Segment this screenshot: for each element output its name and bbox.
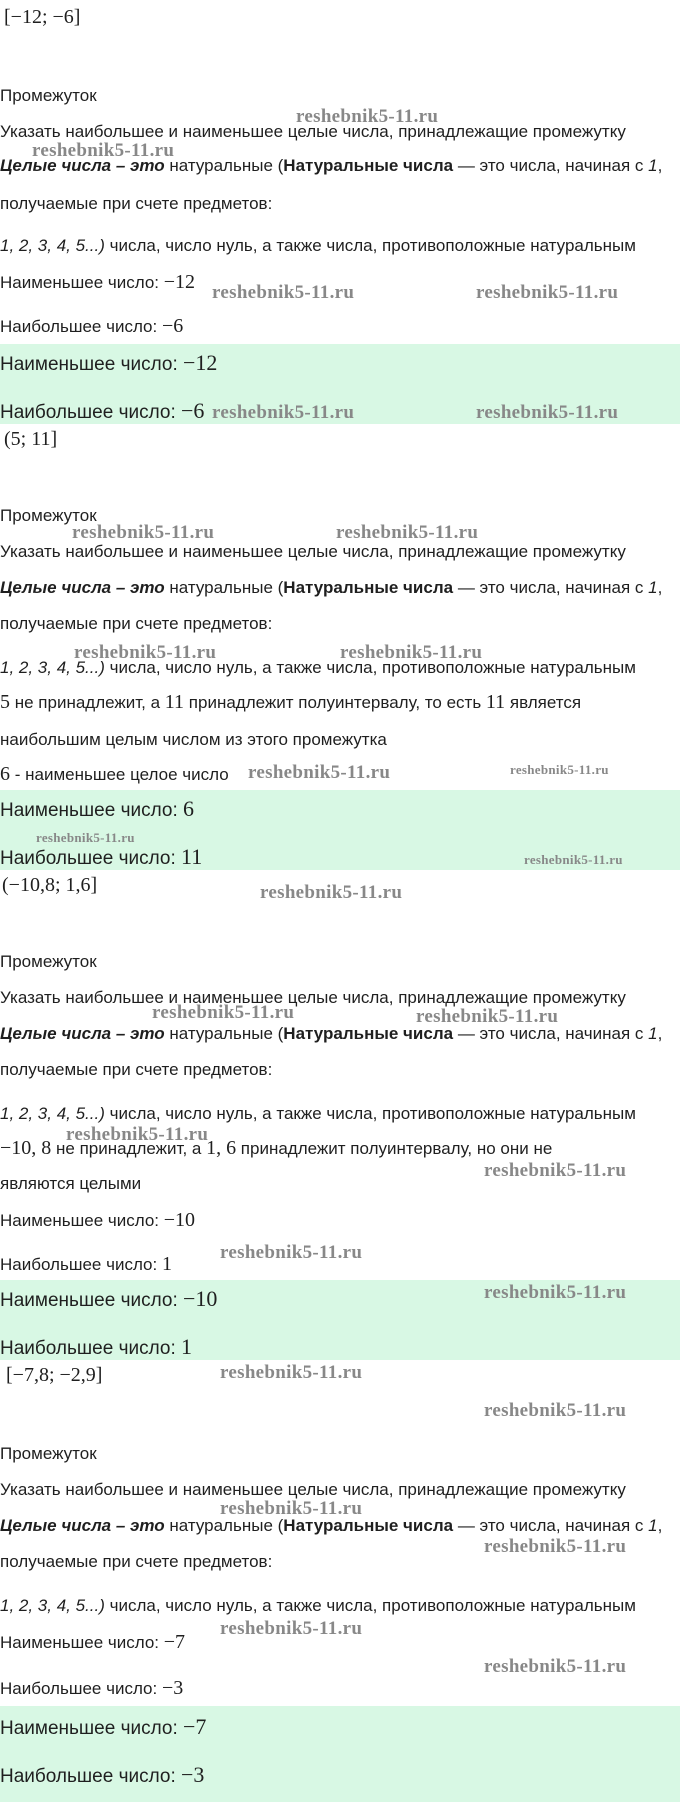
note-value: 6 [0, 763, 10, 785]
watermark: reshebnik5-11.ru [36, 830, 135, 845]
def-term: Целые числа – это [0, 156, 165, 175]
watermark: reshebnik5-11.ru [484, 1160, 627, 1181]
watermark: reshebnik5-11.ru [248, 762, 391, 783]
note-text: принадлежит полуинтервалу, то есть [184, 693, 486, 712]
section-1-def-line2: получаемые при счете предметов: [0, 194, 273, 213]
def-one: 1 [648, 156, 658, 175]
note-text: является [505, 693, 582, 712]
max-label: Наибольшее число: [0, 848, 182, 869]
section-1-header: Промежуток [0, 86, 97, 105]
watermark: reshebnik5-11.ru [484, 1282, 627, 1303]
min-value: −7 [163, 1631, 186, 1653]
def-seq: 1, 2, 3, 4, 5...) [0, 1104, 105, 1123]
def-line3-tail: числа, число нуль, а также числа, противоположные натуральным [104, 658, 636, 677]
note-value: 11 [164, 691, 185, 713]
watermark: reshebnik5-11.ru [220, 1242, 363, 1263]
section-2-note-line3 [0, 762, 229, 787]
def-comma: , [657, 578, 663, 597]
max-value: 11 [181, 844, 203, 869]
note-text: - наименьшее целое число [10, 765, 229, 784]
watermark: reshebnik5-11.ru [220, 1498, 363, 1519]
section-1-min [0, 270, 195, 295]
watermark: reshebnik5-11.ru [74, 642, 217, 663]
min-value: −12 [183, 350, 218, 375]
def-mid: натуральные ( [164, 156, 284, 175]
def-seq: 1, 2, 3, 4, 5...) [0, 236, 105, 255]
section-1-def-line3 [0, 234, 636, 258]
min-value: −10 [163, 1209, 196, 1231]
watermark: reshebnik5-11.ru [152, 1002, 295, 1023]
max-label: Наибольшее число: [0, 1766, 182, 1787]
min-label: Наименьшее число: [0, 1290, 184, 1311]
def-mid: натуральные ( [164, 578, 284, 597]
answer-1-min [0, 350, 217, 378]
watermark: reshebnik5-11.ru [476, 282, 619, 303]
def-seq: 1, 2, 3, 4, 5...) [0, 1596, 105, 1615]
section-2-note-line2: наибольшим целым числом из этого промежутка [0, 730, 387, 749]
watermark: reshebnik5-11.ru [510, 762, 609, 777]
max-value: −3 [181, 1762, 205, 1787]
note-value: 5 [0, 691, 10, 713]
interval-3: (−10,8; 1,6] [2, 874, 98, 896]
max-value: −6 [161, 315, 184, 337]
note-value: 1, 6 [206, 1137, 237, 1159]
watermark: reshebnik5-11.ru [72, 522, 215, 543]
answer-4-max [0, 1762, 204, 1790]
def-nat: Натуральные числа [283, 578, 454, 597]
min-label: Наименьшее число: [0, 800, 184, 821]
def-term: Целые числа – это [0, 578, 165, 597]
def-tail: — это числа, начиная с [453, 156, 649, 175]
min-label: Наименьшее число: [0, 1718, 184, 1739]
min-value: −12 [163, 271, 196, 293]
watermark: reshebnik5-11.ru [524, 852, 623, 867]
def-one: 1 [648, 578, 658, 597]
min-label: Наименьшее число: [0, 354, 184, 375]
def-nat: Натуральные числа [283, 156, 454, 175]
def-term: Целые числа – это [0, 1024, 165, 1043]
section-2-header: Промежуток [0, 506, 97, 525]
section-4-min [0, 1630, 185, 1655]
section-3-note-line2: являются целыми [0, 1174, 142, 1193]
section-2-def-line2: получаемые при счете предметов: [0, 614, 273, 633]
watermark: reshebnik5-11.ru [296, 106, 439, 127]
watermark: reshebnik5-11.ru [220, 1618, 363, 1639]
section-4-header: Промежуток [0, 1444, 97, 1463]
section-3-min [0, 1208, 195, 1233]
section-2-task: Указать наибольшее и наименьшее целые числа, принадлежащие промежутку [0, 542, 626, 561]
answer-3-min [0, 1286, 217, 1314]
note-text: принадлежит полуинтервалу, но они не [236, 1139, 553, 1158]
max-value: 1 [161, 1253, 172, 1275]
section-4-max [0, 1676, 183, 1701]
max-label: Наибольшее число: [0, 1679, 162, 1698]
answer-4-min [0, 1714, 206, 1742]
section-2-definition [0, 576, 662, 600]
min-value: −10 [183, 1286, 218, 1311]
watermark: reshebnik5-11.ru [32, 140, 175, 161]
section-1-task: Указать наибольшее и наименьшее целые числа, принадлежащие промежутку [0, 122, 626, 141]
def-line3-tail: числа, число нуль, а также числа, противоположные натуральным [104, 1596, 636, 1615]
section-4-def-line2: получаемые при счете предметов: [0, 1552, 273, 1571]
interval-2: (5; 11] [4, 428, 58, 450]
def-mid: натуральные ( [164, 1516, 284, 1535]
def-line3-tail: числа, число нуль, а также числа, противоположные натуральным [104, 1104, 636, 1123]
min-value: −7 [183, 1714, 207, 1739]
interval-1: [−12; −6] [4, 6, 81, 28]
def-comma: , [657, 156, 663, 175]
def-one: 1 [648, 1024, 658, 1043]
max-label: Наибольшее число: [0, 317, 162, 336]
def-tail: — это числа, начиная с [453, 1024, 649, 1043]
def-comma: , [657, 1024, 663, 1043]
section-3-header: Промежуток [0, 952, 97, 971]
watermark: reshebnik5-11.ru [484, 1536, 627, 1557]
note-value: 11 [485, 691, 506, 713]
section-2-note-line1 [0, 690, 581, 715]
max-value: 1 [181, 1334, 193, 1359]
watermark: reshebnik5-11.ru [212, 282, 355, 303]
answer-2-max [0, 844, 202, 872]
section-4-def-line3 [0, 1594, 636, 1618]
answer-2-min [0, 796, 194, 824]
section-3-max [0, 1252, 172, 1277]
def-seq: 1, 2, 3, 4, 5...) [0, 658, 105, 677]
min-label: Наименьшее число: [0, 1211, 164, 1230]
note-text: не принадлежит, а [51, 1139, 207, 1158]
watermark: reshebnik5-11.ru [484, 1400, 627, 1421]
def-line3-tail: числа, число нуль, а также числа, противоположные натуральным [104, 236, 636, 255]
section-3-def-line2: получаемые при счете предметов: [0, 1060, 273, 1079]
note-text: не принадлежит, а [10, 693, 165, 712]
section-3-task: Указать наибольшее и наименьшее целые числа, принадлежащие промежутку [0, 988, 626, 1007]
def-tail: — это числа, начиная с [453, 578, 649, 597]
watermark: reshebnik5-11.ru [476, 402, 619, 423]
watermark: reshebnik5-11.ru [340, 642, 483, 663]
max-label: Наибольшее число: [0, 1338, 182, 1359]
watermark: reshebnik5-11.ru [484, 1656, 627, 1677]
watermark: reshebnik5-11.ru [260, 882, 403, 903]
watermark: reshebnik5-11.ru [416, 1006, 559, 1027]
def-tail: — это числа, начиная с [453, 1516, 649, 1535]
section-4-task: Указать наибольшее и наименьшее целые числа, принадлежащие промежутку [0, 1480, 626, 1499]
max-value: −3 [161, 1677, 184, 1699]
max-value: −6 [181, 398, 205, 423]
answer-3-max [0, 1334, 192, 1362]
def-nat: Натуральные числа [283, 1516, 454, 1535]
answer-1-max [0, 398, 204, 426]
watermark: reshebnik5-11.ru [336, 522, 479, 543]
interval-4: [−7,8; −2,9] [6, 1364, 103, 1386]
max-label: Наибольшее число: [0, 1255, 162, 1274]
def-term: Целые числа – это [0, 1516, 165, 1535]
section-3-definition [0, 1022, 662, 1046]
def-comma: , [657, 1516, 663, 1535]
min-label: Наименьшее число: [0, 273, 164, 292]
watermark: reshebnik5-11.ru [66, 1124, 209, 1145]
def-nat: Натуральные числа [283, 1024, 454, 1043]
def-mid: натуральные ( [164, 1024, 284, 1043]
note-value: −10, 8 [0, 1137, 52, 1159]
section-3-def-line3 [0, 1102, 636, 1126]
max-label: Наибольшее число: [0, 402, 182, 423]
min-label: Наименьшее число: [0, 1633, 164, 1652]
min-value: 6 [183, 796, 195, 821]
section-1-max [0, 314, 183, 339]
watermark: reshebnik5-11.ru [212, 402, 355, 423]
def-one: 1 [648, 1516, 658, 1535]
watermark: reshebnik5-11.ru [220, 1362, 363, 1383]
